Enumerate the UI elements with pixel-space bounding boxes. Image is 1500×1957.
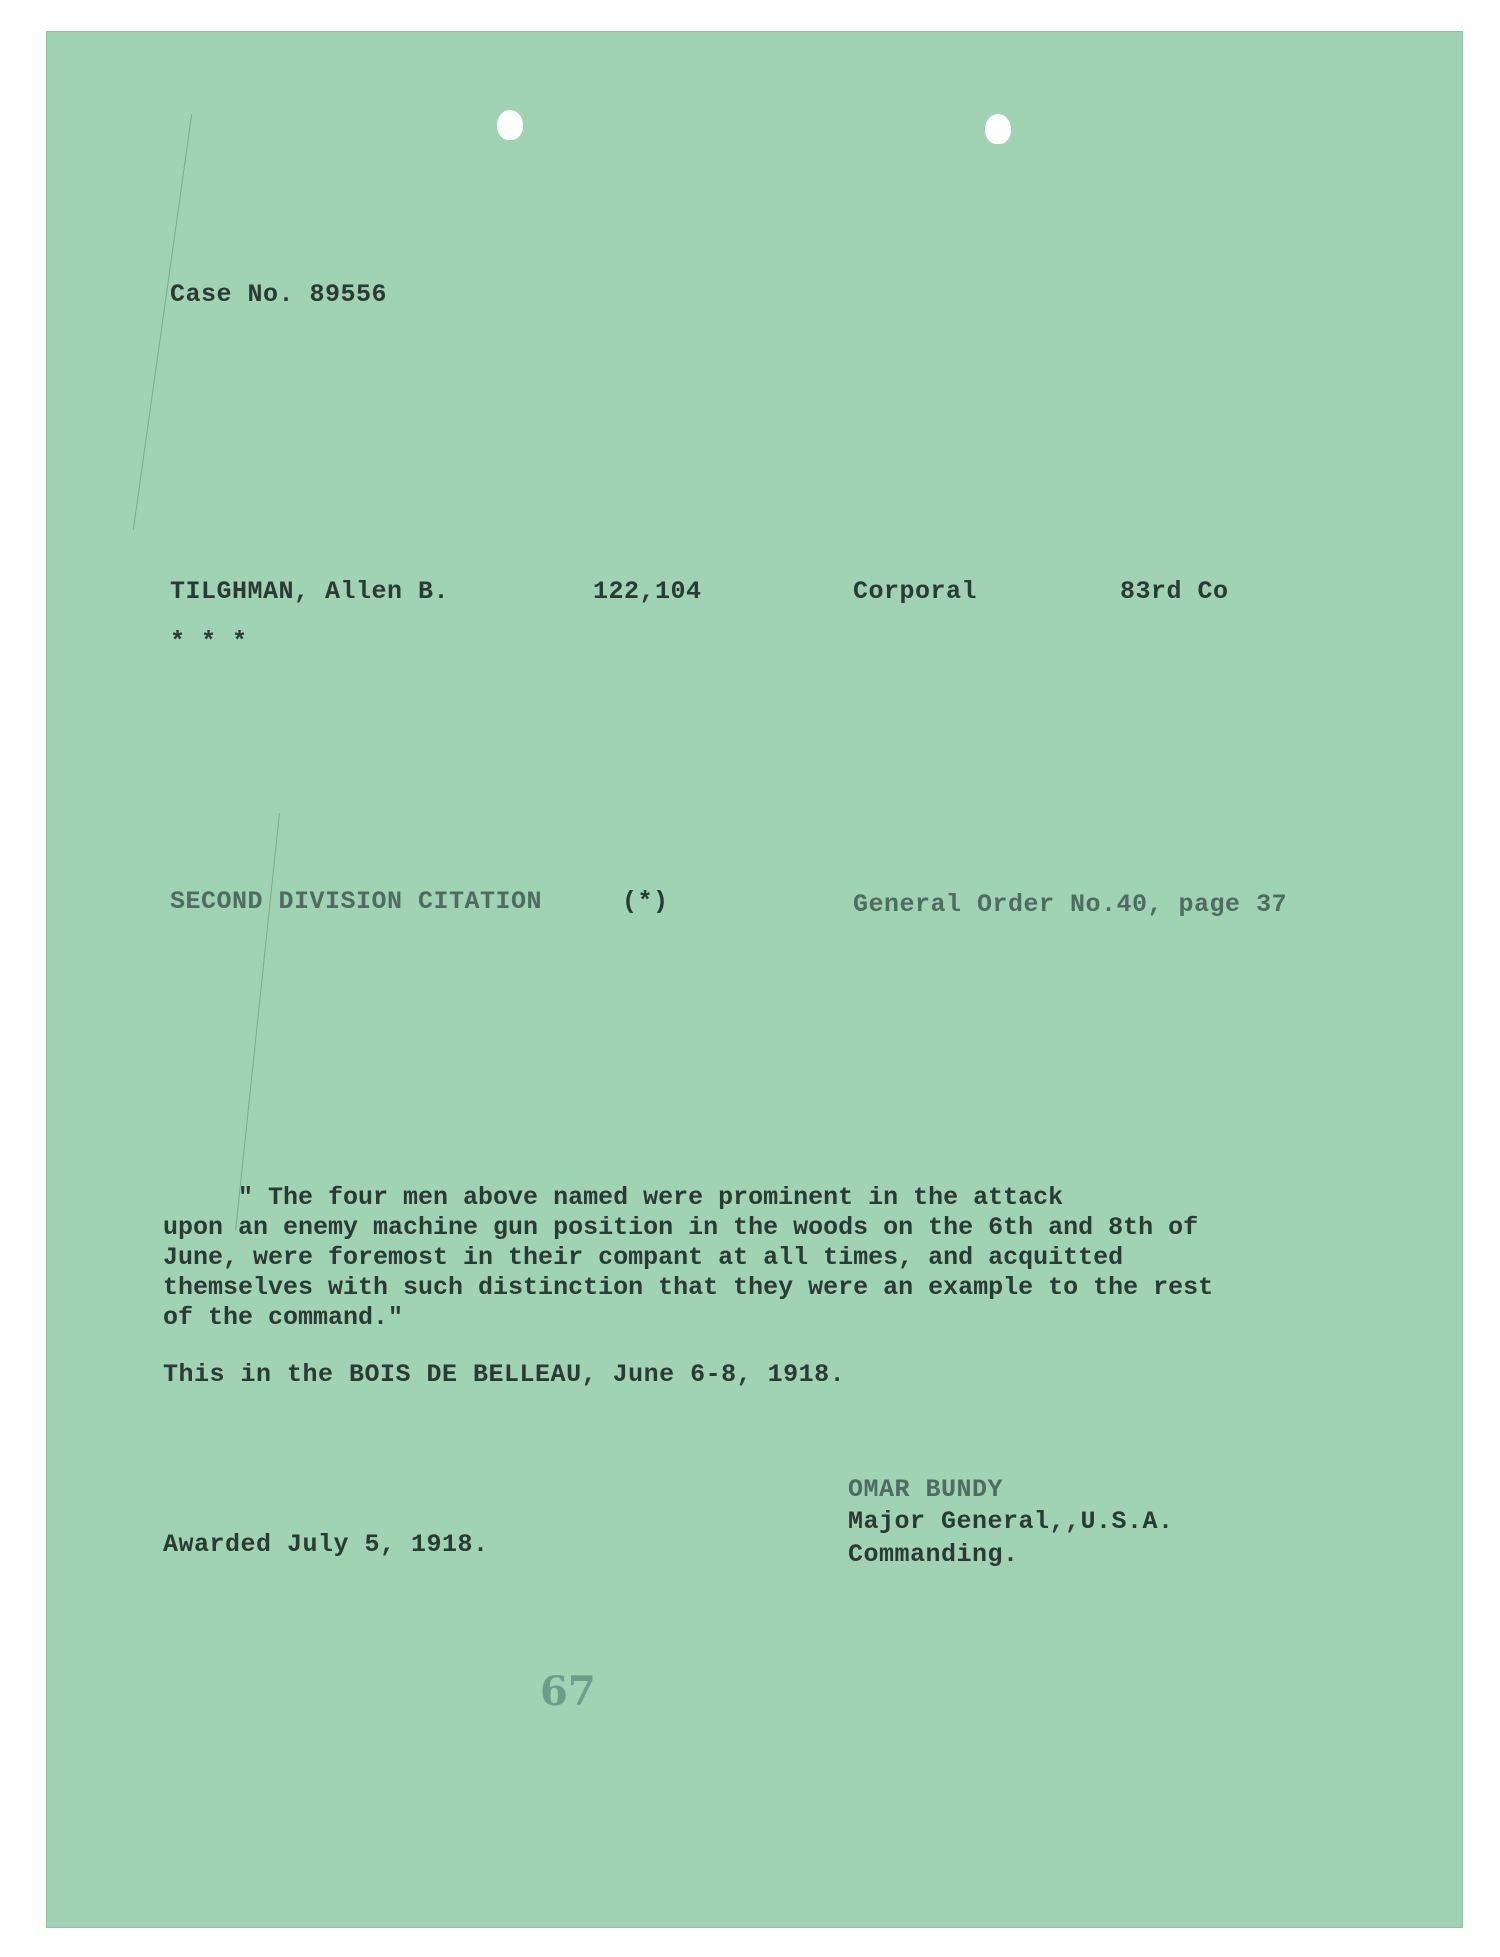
case-number: Case No. 89556 (170, 280, 388, 309)
signatory-role: Commanding. (848, 1540, 1019, 1569)
punch-hole-right (985, 114, 1011, 144)
citation-title: SECOND DIVISION CITATION (170, 887, 543, 916)
award-date: Awarded July 5, 1918. (163, 1530, 489, 1559)
company: 83rd Co (1120, 577, 1229, 606)
asterisks: * * * (170, 627, 248, 656)
pencil-mark (133, 114, 192, 530)
page-number-stamp: 67 (540, 1668, 596, 1715)
citation-marker: (*) (622, 887, 669, 916)
document-sheet (47, 32, 1462, 1927)
location-line: This in the BOIS DE BELLEAU, June 6-8, 1918. (163, 1360, 846, 1389)
rank: Corporal (853, 577, 978, 606)
soldier-name: TILGHMAN, Allen B. (170, 577, 450, 606)
citation-paragraph: " The four men above named were prominent in the attack upon an enemy machine gun position in the woods on the 6th and 8th of June, were foremost in their compant at all times, and acquitted themselves with such distinction that they were an example to the rest of the command." (163, 1183, 1214, 1332)
signatory-title: Major General,,U.S.A. (848, 1507, 1174, 1536)
pencil-mark (235, 813, 280, 1231)
general-order-reference: General Order No.40, page 37 (853, 890, 1288, 919)
service-number: 122,104 (593, 577, 702, 606)
signatory-name: OMAR BUNDY (848, 1475, 1004, 1504)
punch-hole-left (497, 110, 523, 140)
